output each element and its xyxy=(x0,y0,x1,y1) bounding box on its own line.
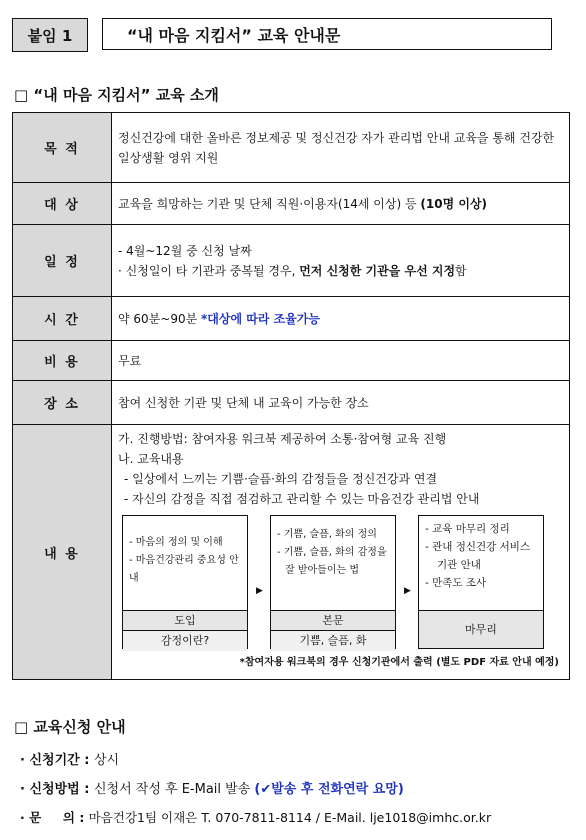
attachment-tag: 붙임 1 xyxy=(12,18,88,52)
row-schedule xyxy=(13,225,570,297)
label-cost: 비 용 xyxy=(13,341,112,381)
time-note: *대상에 따라 조율가능 xyxy=(201,312,320,326)
row-purpose xyxy=(13,113,570,183)
row-target xyxy=(13,183,570,225)
flow-step-closing: - 교육 마무리 정리 - 관내 정신건강 서비스 기관 안내 - 만족도 조사 마무리 xyxy=(418,515,544,649)
label-schedule: 일 정 xyxy=(13,225,112,297)
label-purpose: 목 적 xyxy=(13,113,112,183)
label-time: 시 간 xyxy=(13,297,112,341)
flow-step-intro: - 마음의 정의 및 이해 - 마음건강관리 중요성 안내 도입 감정이란? xyxy=(122,515,248,649)
value-target: 교육을 희망하는 기관 및 단체 직원·이용자(14세 이상) 등 (10명 이상) xyxy=(112,183,570,225)
row-time xyxy=(13,297,570,341)
method-note: (✔발송 후 전화연락 요망) xyxy=(254,782,404,797)
flow-arrow-icon: ▶ xyxy=(256,586,263,596)
value-time: 약 60분~90분 *대상에 따라 조율가능 xyxy=(112,297,570,341)
flow-arrow-icon: ▶ xyxy=(404,586,411,596)
content-flow xyxy=(118,515,563,653)
flow-step-main: - 기쁨, 슬픔, 화의 정의 - 기쁨, 슬픔, 화의 감정을 잘 받아들이는 법 본문 기쁨, 슬픔, 화 xyxy=(270,515,396,649)
header xyxy=(12,18,552,52)
apply-contact: · 문 의 : 마음건강1팀 이재은 T. 070-7811-8114 / E-Mail. lje1018@imhc.or.kr xyxy=(20,810,492,825)
contact-info: 마음건강1팀 이재은 T. 070-7811-8114 / E-Mail. lje1018@imhc.or.kr xyxy=(88,810,492,825)
apply-method: · 신청방법 : 신청서 작성 후 E-Mail 발송 (✔발송 후 전화연락 요망) xyxy=(20,782,404,797)
label-target: 대 상 xyxy=(13,183,112,225)
label-place: 장 소 xyxy=(13,381,112,425)
intro-heading: □ “내 마음 지킴서” 교육 소개 xyxy=(14,86,219,104)
value-purpose: 정신건강에 대한 올바른 정보제공 및 정신건강 자가 관리법 안내 교육을 통해 건강한 일상생활 영위 지원 xyxy=(112,113,570,183)
value-place: 참여 신청한 기관 및 단체 내 교육이 가능한 장소 xyxy=(112,381,570,425)
value-schedule: - 4월~12월 중 신청 날짜 · 신청일이 타 기관과 중복될 경우, 먼저 신청한 기관을 우선 지정함 xyxy=(112,225,570,297)
workbook-note: *참여자용 워크북의 경우 신청기관에서 출력 (별도 PDF 자료 안내 예정) xyxy=(239,657,559,668)
value-cost: 무료 xyxy=(112,341,570,381)
value-content: 가. 진행방법: 참여자용 워크북 제공하여 소통·참여형 교육 진행 나. 교육내용 - 일상에서 느끼는 기쁨·슬픔·화의 감정들을 정신건강과 연결 - 자신의 감정을 직접 점검하고 관리할 수 있는 마음건강 관리법 안내 - 마음의 정의 및 이해 - 마음건강관리 중요성 안내 도입 감정이란? ▶ - 기쁨, 슬픔, 화의 정의 - 기쁨, 슬픔, 화의 감정을 잘 받아들이는 법 본문 기쁨, 슬픔, 화 ▶ - 교육 마무리 정리 - 관내 정신건강 서비스 기관 안내 - 만족도 조사 마무리 *참여자용 워크북의 경우 신청기관에서 출력 (별도 PDF 자료 안내 예정) xyxy=(112,425,570,680)
apply-heading: □ 교육신청 안내 xyxy=(14,718,126,736)
label-content: 내 용 xyxy=(13,425,112,680)
info-table xyxy=(12,112,570,680)
document-title: “내 마음 지킴서” 교육 안내문 xyxy=(102,18,552,50)
row-content xyxy=(13,425,570,680)
row-place xyxy=(13,381,570,425)
target-min-count: (10명 이상) xyxy=(420,197,488,211)
apply-period: · 신청기간 : 상시 xyxy=(20,753,120,768)
row-cost xyxy=(13,341,570,381)
